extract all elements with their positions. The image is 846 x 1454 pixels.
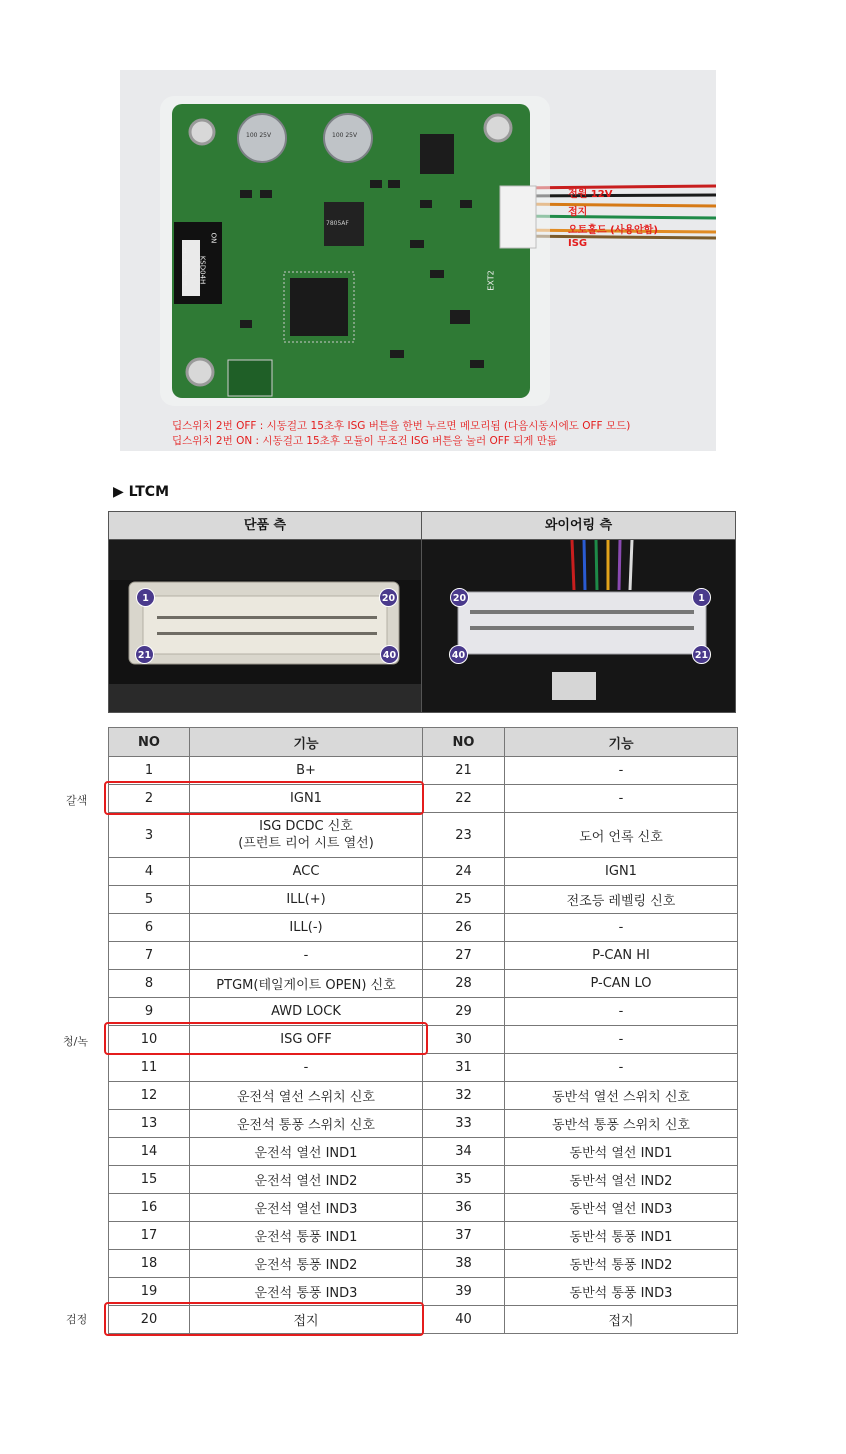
pin-no: 17: [109, 1222, 190, 1250]
header-function-left: 기능: [190, 728, 423, 757]
pin-function: 동반석 통풍 IND2: [505, 1250, 738, 1278]
pin-no: 3: [109, 813, 190, 858]
left-connector-photo: [109, 540, 422, 712]
pin-no: 23: [423, 813, 505, 858]
left-connector-illustration: [109, 540, 422, 712]
pin-no: 31: [423, 1054, 505, 1082]
pin-function: 동반석 열선 IND3: [505, 1194, 738, 1222]
highlight-pin-10: [104, 1022, 428, 1055]
pin-no: 39: [423, 1278, 505, 1306]
regulator-mark: 7805AF: [326, 220, 349, 227]
table-row: [109, 1250, 738, 1278]
table-row: [109, 813, 738, 858]
header-no-right: NO: [423, 728, 505, 757]
table-row: [109, 1110, 738, 1138]
dip-model-mark: KSD04H: [198, 255, 207, 285]
pin-function: 전조등 레벨링 신호: [505, 886, 738, 914]
pin-no: 14: [109, 1138, 190, 1166]
pin-no: 40: [423, 1306, 505, 1334]
table-row: [109, 1194, 738, 1222]
pin-no: 16: [109, 1194, 190, 1222]
pin-function: 운전석 열선 IND3: [190, 1194, 423, 1222]
pin-function: ISG OFF: [190, 1026, 423, 1054]
wire-color-bluegreen-label: 청/녹: [63, 1035, 88, 1048]
table-row: [109, 1166, 738, 1194]
pin-function: AWD LOCK: [190, 998, 423, 1026]
right-connector-header: 와이어링 측: [422, 512, 735, 540]
pin-no: 4: [109, 858, 190, 886]
pin-function: ACC: [190, 858, 423, 886]
pin-function: ILL(-): [190, 914, 423, 942]
section-title: ▶ LTCM: [113, 484, 169, 500]
table-row: [109, 886, 738, 914]
pin-function: 운전석 열선 IND2: [190, 1166, 423, 1194]
pin-no: 32: [423, 1082, 505, 1110]
pin-no: 27: [423, 942, 505, 970]
pin-badge-20: 20: [379, 588, 398, 607]
pcb-illustration: [120, 70, 716, 451]
pin-function: B+: [190, 757, 423, 785]
pin-function-line2: (프런트 리어 시트 열선): [238, 836, 374, 851]
pin-badge-1: 1: [136, 588, 155, 607]
pin-no: 1: [109, 757, 190, 785]
pin-no: 10: [109, 1026, 190, 1054]
ext2-mark: EXT2: [486, 270, 496, 291]
pin-no: 8: [109, 970, 190, 998]
pin-no: 29: [423, 998, 505, 1026]
pin-function: P-CAN LO: [505, 970, 738, 998]
cap-mark-2: 100 25V: [332, 132, 358, 139]
pin-no: 6: [109, 914, 190, 942]
pin-function: 동반석 통풍 IND1: [505, 1222, 738, 1250]
pin-no: 7: [109, 942, 190, 970]
pin-function: -: [505, 757, 738, 785]
pin-no: 21: [423, 757, 505, 785]
pin-function: 운전석 통풍 IND2: [190, 1250, 423, 1278]
pin-function: IGN1: [190, 785, 423, 813]
pin-badge-40-wiring: 40: [449, 645, 468, 664]
pin-no: 35: [423, 1166, 505, 1194]
pin-function-multiline: [190, 813, 423, 858]
pin-function: 동반석 통풍 스위치 신호: [505, 1110, 738, 1138]
pin-function: 동반석 열선 스위치 신호: [505, 1082, 738, 1110]
pin-function-line1: ISG DCDC 신호: [259, 819, 353, 834]
pin-function: -: [505, 998, 738, 1026]
wire-label-power: 전원 12V: [568, 189, 613, 200]
pin-no: 11: [109, 1054, 190, 1082]
pin-function: 접지: [505, 1306, 738, 1334]
dip-on-mark: ON: [209, 232, 218, 244]
pin-badge-40: 40: [380, 645, 399, 664]
pin-badge-21: 21: [135, 645, 154, 664]
pin-function: -: [190, 1054, 423, 1082]
pin-no: 2: [109, 785, 190, 813]
pin-function: 접지: [190, 1306, 423, 1334]
pin-badge-1-wiring: 1: [692, 588, 711, 607]
module-photo: [120, 70, 716, 451]
wire-color-black-label: 검정: [66, 1313, 88, 1326]
table-row: [109, 970, 738, 998]
pin-function: 운전석 통풍 스위치 신호: [190, 1110, 423, 1138]
table-row: [109, 942, 738, 970]
pin-no: 38: [423, 1250, 505, 1278]
wire-label-autohold: 오토홀드 (사용안함): [568, 225, 658, 236]
pin-function: -: [190, 942, 423, 970]
pin-no: 20: [109, 1306, 190, 1334]
pin-function: -: [505, 1026, 738, 1054]
table-row: [109, 1222, 738, 1250]
right-connector-photo: [422, 540, 735, 712]
pin-no: 26: [423, 914, 505, 942]
right-connector-illustration: [422, 540, 735, 712]
pin-no: 37: [423, 1222, 505, 1250]
header-function-right: 기능: [505, 728, 738, 757]
wire-label-ground: 접지: [568, 207, 588, 218]
pin-no: 15: [109, 1166, 190, 1194]
dip-note-off: 딥스위치 2번 OFF : 시동걸고 15초후 ISG 버튼을 한번 누르면 메모리됨 (다음시동시에도 OFF 모드): [172, 420, 631, 432]
pin-function: P-CAN HI: [505, 942, 738, 970]
pin-no: 9: [109, 998, 190, 1026]
pin-no: 33: [423, 1110, 505, 1138]
pin-function: 동반석 열선 IND1: [505, 1138, 738, 1166]
left-connector-header: 단품 측: [109, 512, 422, 540]
table-row: [109, 1082, 738, 1110]
pin-no: 5: [109, 886, 190, 914]
pin-no: 34: [423, 1138, 505, 1166]
pin-no: 19: [109, 1278, 190, 1306]
pin-function: IGN1: [505, 858, 738, 886]
dip-number-marks: 1 2 3 4: [183, 247, 188, 288]
pin-function: ILL(+): [190, 886, 423, 914]
pin-function: 운전석 열선 IND1: [190, 1138, 423, 1166]
pin-no: 36: [423, 1194, 505, 1222]
table-row: [109, 858, 738, 886]
pin-badge-21-wiring: 21: [692, 645, 711, 664]
pin-function: PTGM(테일게이트 OPEN) 신호: [190, 970, 423, 998]
pin-function: 동반석 통풍 IND3: [505, 1278, 738, 1306]
pin-function: 도어 언록 신호: [505, 813, 738, 858]
dip-note-on: 딥스위치 2번 ON : 시동걸고 15초후 모듈이 무조건 ISG 버튼을 눌러 OFF 되게 만듦: [172, 435, 558, 447]
header-no-left: NO: [109, 728, 190, 757]
pin-function: -: [505, 785, 738, 813]
highlight-pin-2: [104, 781, 424, 815]
connector-panel: [108, 511, 736, 713]
highlight-pin-20: [104, 1302, 424, 1336]
pin-badge-20-wiring: 20: [450, 588, 469, 607]
pin-no: 24: [423, 858, 505, 886]
pin-function: 운전석 열선 스위치 신호: [190, 1082, 423, 1110]
pin-no: 25: [423, 886, 505, 914]
pin-no: 13: [109, 1110, 190, 1138]
wire-color-brown-label: 갈색: [66, 794, 88, 807]
wire-label-isg: ISG: [568, 238, 588, 249]
cap-mark-1: 100 25V: [246, 132, 272, 139]
pin-function: -: [505, 914, 738, 942]
pin-no: 18: [109, 1250, 190, 1278]
pin-function: 동반석 열선 IND2: [505, 1166, 738, 1194]
table-header-row: [109, 728, 738, 757]
pin-no: 30: [423, 1026, 505, 1054]
pin-no: 12: [109, 1082, 190, 1110]
pin-no: 28: [423, 970, 505, 998]
pin-function: 운전석 통풍 IND3: [190, 1278, 423, 1306]
pin-function: 운전석 통풍 IND1: [190, 1222, 423, 1250]
table-row: [109, 1054, 738, 1082]
pin-no: 22: [423, 785, 505, 813]
table-row: [109, 914, 738, 942]
pin-function: -: [505, 1054, 738, 1082]
table-row: [109, 1138, 738, 1166]
